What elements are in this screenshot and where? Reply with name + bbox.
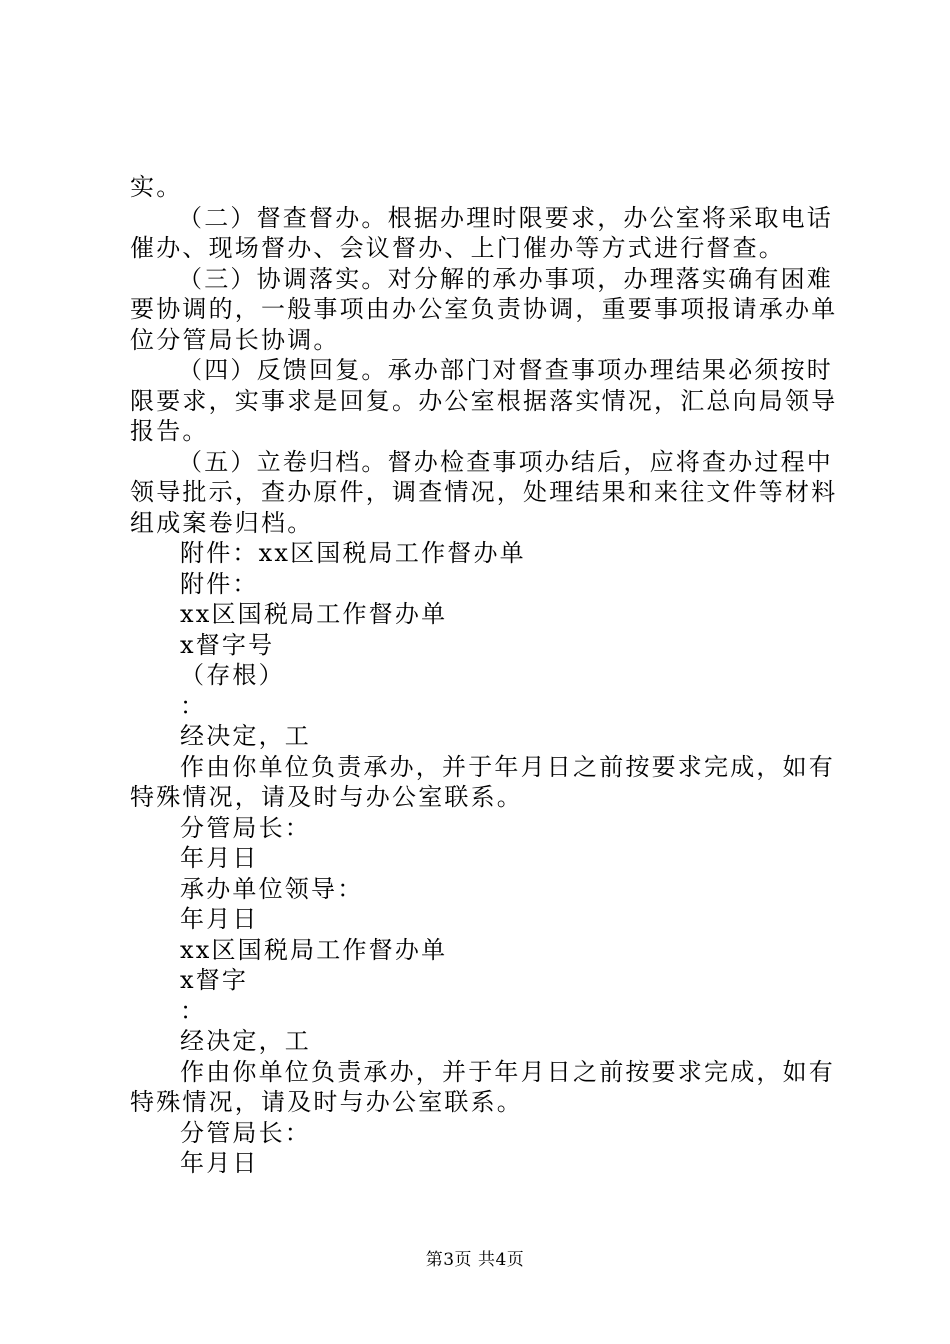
document-line: （二）督查督办。根据办理时限要求，办公室将采取电话 bbox=[178, 203, 833, 232]
form-text: 特殊情况，请及时与办公室联系。 bbox=[130, 783, 523, 811]
document-line: 限要求，实事求是回复。办公室根据落实情况，汇总向局领导 bbox=[130, 386, 838, 415]
document-line: 报告。 bbox=[130, 417, 209, 445]
document-line: 要协调的，一般事项由办公室负责协调，重要事项报请承办单 bbox=[130, 295, 838, 323]
form-date: 年月日 bbox=[180, 1149, 259, 1177]
page-number-footer: 第3页 共4页 bbox=[425, 1250, 525, 1270]
document-line: 领导批示，查办原件，调查情况，处理结果和来往文件等材料 bbox=[130, 478, 838, 506]
form-number: x督字 bbox=[180, 966, 249, 994]
attachment-label: 附件： bbox=[180, 569, 259, 598]
document-body bbox=[130, 172, 838, 1179]
document-line: （四）反馈回复。承办部门对督查事项办理结果必须按时 bbox=[178, 356, 833, 384]
form-signature-label: 承办单位领导： bbox=[180, 874, 364, 903]
attachment-line: 附件：xx区国税局工作督办单 bbox=[180, 539, 526, 567]
form-title: xx区国税局工作督办单 bbox=[180, 600, 448, 628]
form-number: x督字号 bbox=[180, 630, 275, 659]
form-date: 年月日 bbox=[180, 905, 259, 933]
form-text: 作由你单位负责承办，并于年月日之前按要求完成，如有 bbox=[180, 1057, 835, 1086]
form-title: xx区国税局工作督办单 bbox=[180, 935, 448, 964]
form-text: 作由你单位负责承办，并于年月日之前按要求完成，如有 bbox=[180, 752, 835, 781]
document-line: 实。 bbox=[130, 173, 183, 201]
form-signature-label: 分管局长： bbox=[180, 1118, 311, 1147]
form-addressee: ： bbox=[180, 691, 207, 720]
document-line: 位分管局长协调。 bbox=[130, 325, 340, 354]
form-text: 经决定，工 bbox=[180, 1027, 311, 1055]
form-date: 年月日 bbox=[180, 844, 259, 872]
document-line: （三）协调落实。对分解的承办事项，办理落实确有困难 bbox=[178, 264, 833, 293]
form-stub-label: （存根） bbox=[180, 661, 285, 689]
form-signature-label: 分管局长： bbox=[180, 813, 311, 842]
document-line: 组成案卷归档。 bbox=[130, 508, 314, 537]
document-line: （五）立卷归档。督办检查事项办结后，应将查办过程中 bbox=[178, 447, 833, 476]
form-text: 特殊情况，请及时与办公室联系。 bbox=[130, 1088, 523, 1116]
form-text: 经决定，工 bbox=[180, 722, 311, 750]
document-line: 催办、现场督办、会议督办、上门催办等方式进行督查。 bbox=[130, 234, 785, 262]
form-addressee: ： bbox=[180, 996, 207, 1025]
